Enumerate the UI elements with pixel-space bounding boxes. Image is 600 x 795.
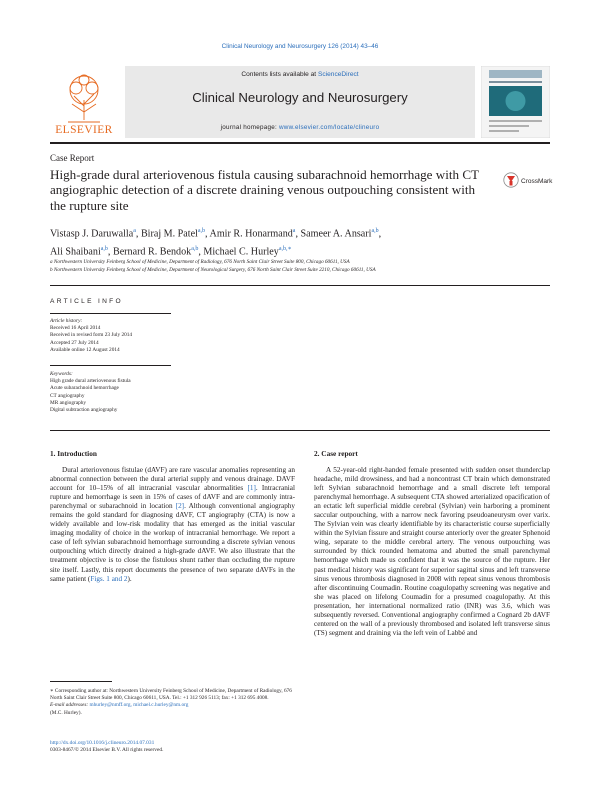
article-title: High-grade dural arteriovenous fistula causing subarachnoid hemorrhage with CT angiographic detection of a discrete draining venous outpouching consistent with the rupture site	[50, 167, 479, 213]
introduction-text	[50, 466, 295, 584]
keyword-item: Digital subtraction angiography	[50, 407, 118, 414]
author-name[interactable]: Michael C. Hurley	[203, 246, 279, 258]
author-affiliation-marker[interactable]: a,b	[197, 228, 206, 234]
affiliation-a: a Northwestern University Feinberg School of Medicine, Department of Radiology, 676 North Saint Clair Street Suite 800, Chicago 60611, USA	[50, 259, 350, 265]
case-report-paragraph: A 52-year-old right-handed female presented with sudden onset thunderclap headache, mild drowsiness, and had a noncontrast CT brain which demonstrated left Sylvian subarachnoid hemorrhage and a small discrete left temporal parenchymal hemorrhage. A subsequent CTA showed arterialized opacification of an ectatic left superficial middle cerebral (Sylvian) vein harboring a prominent saccular outpouching, with a narrow neck favoring pseudoaneurysm over varix. The Sylvian vein was clearly identifiable by its characteristic course superficially within the Sylvian fissure and straight course anteriorly over the greater Sphenoid wing, separate to the middle cerebral artery. The venous outpouching was surrounded by thick rounded hematoma and abutted the small parenchymal hemorrhage which made us confident that it was the source of the rupture. Her past medical history was significant for superior sagittal sinus and left transverse sinus venous thrombosis diagnosed in 2008 with repeat sinus venous thrombosis after discontinuing Coumadin. Routine coagulopathy screening was negative and she was placed on lifelong Coumadin for a presumed coagulopathy. At this presentation, her international normalized ratio (INR) was 3.6, which was subsequently reversed. Conventional angiography confirmed a Cognard 2b dAVF centered on the wall of a previously thrombosed and isolated left transverse sinus (TS) segment and draining via the left vein of Labbé and	[314, 466, 550, 637]
author-affiliation-marker[interactable]: a,b,∗	[278, 245, 292, 252]
crossmark-icon	[503, 172, 560, 188]
crossmark-label: CrossMark	[521, 178, 553, 185]
keyword-item: High grade dural arteriovenous fistula	[50, 378, 131, 385]
author-name[interactable]: Amir R. Honarmand	[209, 228, 293, 240]
keyword-item: Acute subarachnoid hemorrhage	[50, 385, 119, 392]
author-name[interactable]: Biraj M. Patel	[140, 228, 198, 240]
homepage-prefix: journal homepage:	[220, 124, 279, 131]
footnote-rule	[50, 681, 112, 682]
intro-text: Dural arteriovenous fistulae (dAVF) are rare vascular anomalies representing an abnormal connection between the dural arterial supply and venous drainage. DAVF account for 10–15% of all intracranial vascular abnormalities	[50, 466, 295, 493]
corresponding-author-footnote	[50, 688, 300, 717]
author-name[interactable]: Sameer A. Ansari	[300, 228, 372, 240]
intro-text: ).	[127, 574, 132, 583]
journal-reference[interactable]: Clinical Neurology and Neurosurgery 126 (2014) 43–46	[221, 43, 379, 50]
journal-title: Clinical Neurology and Neurosurgery	[192, 90, 408, 105]
author-affiliation-marker[interactable]: a,b	[100, 245, 108, 252]
email-links[interactable]: mhurley@nmff.org, michael.c.hurley@nm.org	[89, 702, 189, 709]
citation-link[interactable]: [2]	[175, 502, 185, 511]
author-list: Vistasp J. Daruwalla$^a$, Biraj M. Patel$^{a,b}$, Amir R. Honarmand$^a$, Sameer A. Ansari$^{a,b}$, Ali Shaibani$^{a,b}$, Bernard R. Bendok$^{a,b}$, Michael C. Hurley$^{a,b,∗}$	[50, 228, 382, 258]
history-item: Received 16 April 2014	[50, 325, 101, 332]
article-type: Case Report	[50, 153, 95, 163]
crossmark-badge[interactable]	[503, 172, 560, 188]
contents-line	[125, 71, 475, 78]
journal-cover-thumbnail[interactable]	[481, 66, 550, 138]
author-affiliation-marker[interactable]: a	[292, 228, 296, 234]
figure-link[interactable]: Figs. 1 and 2	[90, 574, 128, 583]
history-item: Accepted 27 July 2014	[50, 339, 99, 346]
section-heading-introduction: 1. Introduction	[50, 449, 97, 458]
author-affiliation-marker[interactable]: a,b	[191, 245, 199, 252]
intro-text: . Although conventional angiography remains the gold standard for diagnosing dAVF, CT angiography (CTA) is now a widely available and low-risk modality that has emerged as the initial vascular imaging modality of choice in the workup of intracranial hemorrhage. We report a case of left sylvian subarachnoid hemorrhage surrounding a discrete sylvian venous outpouching which directly drained a high-grade dAVF. We also illustrate that the treatment objective is to close the fistulous shunt rather than occluding the rupture site itself. Lastly, this report documents the presence of two separate dAVFs in the same patient (	[50, 502, 295, 583]
divider	[50, 285, 550, 286]
section-heading-case-report: 2. Case report	[314, 449, 358, 458]
header-rule	[50, 142, 550, 144]
keyword-item: MR angiography	[50, 399, 87, 406]
divider	[50, 365, 171, 366]
keywords	[50, 371, 175, 414]
elsevier-wordmark[interactable]: ELSEVIER	[55, 124, 113, 136]
divider	[50, 430, 550, 431]
sciencedirect-link[interactable]: ScienceDirect	[317, 71, 359, 78]
author-affiliation-marker[interactable]: a	[133, 228, 136, 234]
author-name[interactable]: Bernard R. Bendok	[112, 246, 192, 258]
history-item: Received in revised form 23 July 2014	[50, 332, 133, 339]
author-affiliation-marker[interactable]: a,b	[371, 228, 379, 234]
doi-block	[50, 740, 163, 755]
corresponding-author: ∗ Corresponding author at: Northwestern University Feinberg School of Medicine, Department of Radiology, 676 North Saint Clair Street Suite 800, Chicago 60611, USA. Tel.: +1 312 926 5113; fax: +1 312 695 4008.	[50, 688, 292, 702]
email-label: E-mail addresses:	[50, 702, 90, 709]
keywords-label: Keywords:	[50, 371, 73, 377]
author-name[interactable]: Ali Shaibani	[50, 246, 101, 258]
keyword-item: CT angiography	[50, 392, 85, 399]
history-label: Article history:	[50, 318, 83, 324]
email-suffix: (M.C. Hurley).	[50, 709, 82, 716]
article-info-heading: ARTICLE INFO	[50, 298, 123, 305]
copyright: 0303-8467/© 2014 Elsevier B.V. All rights reserved.	[50, 747, 164, 754]
homepage-link[interactable]: www.elsevier.com/locate/clineuro	[279, 124, 380, 131]
contents-prefix: Contents lists available at	[241, 71, 318, 78]
journal-homepage	[125, 124, 475, 131]
affiliation-b: b Northwestern University Feinberg School of Medicine, Department of Neurological Surgery, 676 North Saint Clair Street Suite 2210, Chicago 60611, USA	[50, 267, 376, 273]
doi-link[interactable]: http://dx.doi.org/10.1016/j.clineuro.2014.07.031	[50, 740, 155, 746]
author-name[interactable]: Vistasp J. Daruwalla	[50, 228, 134, 240]
case-report-text	[314, 466, 550, 638]
history-item: Available online 12 August 2014	[50, 346, 120, 353]
intro-text: . Intracranial rupture and hemorrhage is seen in 15% of cases of dAVF and are commonly intra-parenchymal or subarachnoid in location	[50, 484, 295, 511]
divider	[50, 313, 171, 314]
article-history	[50, 318, 175, 354]
citation-link[interactable]: [1]	[247, 484, 256, 493]
